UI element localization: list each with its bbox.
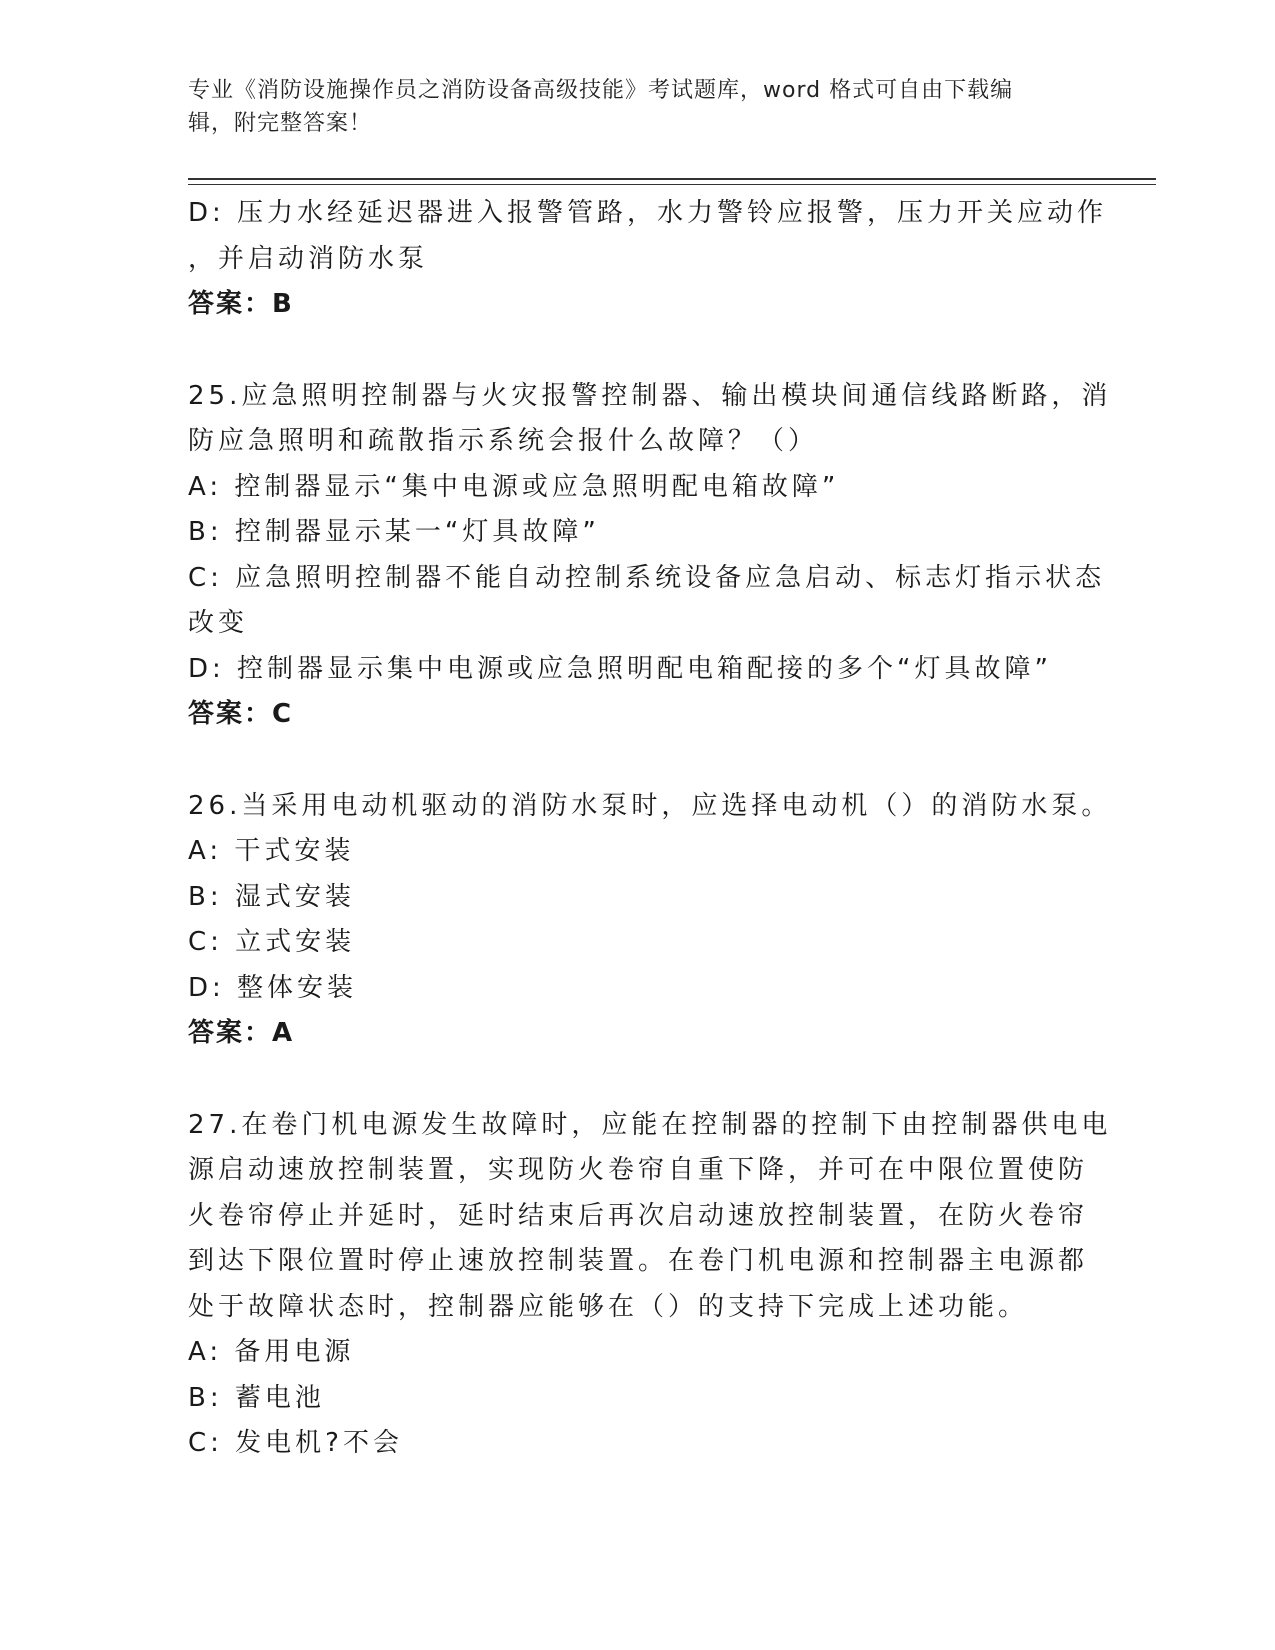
- option-a: A: 干式安装: [188, 836, 355, 866]
- option-a: A: 备用电源: [188, 1337, 355, 1367]
- option-b: B: 控制器显示某一“灯具故障”: [188, 517, 600, 547]
- question-stem: 26.当采用电动机驱动的消防水泵时，应选择电动机（）的消防水泵。: [188, 790, 1112, 821]
- document-header: [188, 74, 1068, 140]
- option-b: B: 蓄电池: [188, 1382, 325, 1413]
- answer: 答案：A: [188, 1018, 295, 1048]
- question-27: [188, 1103, 1112, 1467]
- question-25: [188, 374, 1112, 738]
- header-divider-thick: [188, 178, 1156, 180]
- option-c: C: 立式安装: [188, 927, 356, 957]
- header-line-2: 辑，附完整答案！: [188, 111, 373, 136]
- question-stem-continued: 处于故障状态时，控制器应能够在（）的支持下完成上述功能。: [188, 1291, 1029, 1322]
- header-line-1: 专业《消防设施操作员之消防设备高级技能》考试题库，word 格式可自由下载编: [188, 78, 1014, 103]
- option-a: A: 控制器显示“集中电源或应急照明配电箱故障”: [188, 471, 840, 502]
- answer: 答案：B: [188, 289, 294, 319]
- option-d: D: 压力水经延迟器进入报警管路，水力警铃应报警，压力开关应动作: [188, 198, 1108, 228]
- question-stem-continued: 火卷帘停止并延时，延时结束后再次启动速放控制装置，在防火卷帘: [188, 1200, 1089, 1231]
- question-26: [188, 784, 1112, 1057]
- option-c-continued: 改变: [188, 608, 249, 638]
- option-d: D: 整体安装: [188, 972, 358, 1003]
- question-24-tail: [188, 191, 1108, 328]
- option-c: C: 应急照明控制器不能自动控制系统设备应急启动、标志灯指示状态: [188, 562, 1106, 593]
- question-stem-continued: 源启动速放控制装置，实现防火卷帘自重下降，并可在中限位置使防: [188, 1155, 1089, 1185]
- option-d-continued: ，并启动消防水泵: [188, 243, 429, 274]
- question-stem-continued: 到达下限位置时停止速放控制装置。在卷门机电源和控制器主电源都: [188, 1246, 1089, 1276]
- answer: 答案：C: [188, 699, 294, 729]
- question-stem: 27.在卷门机电源发生故障时，应能在控制器的控制下由控制器供电电: [188, 1109, 1112, 1140]
- option-b: B: 湿式安装: [188, 881, 355, 912]
- question-stem-continued: 防应急照明和疏散指示系统会报什么故障？（）: [188, 426, 819, 456]
- header-divider-thin: [188, 184, 1156, 185]
- option-d: D: 控制器显示集中电源或应急照明配电箱配接的多个“灯具故障”: [188, 653, 1052, 684]
- document-body: [188, 191, 1112, 1467]
- question-stem: 25.应急照明控制器与火灾报警控制器、输出模块间通信线路断路，消: [188, 380, 1112, 411]
- option-c: C: 发电机?不会: [188, 1428, 403, 1458]
